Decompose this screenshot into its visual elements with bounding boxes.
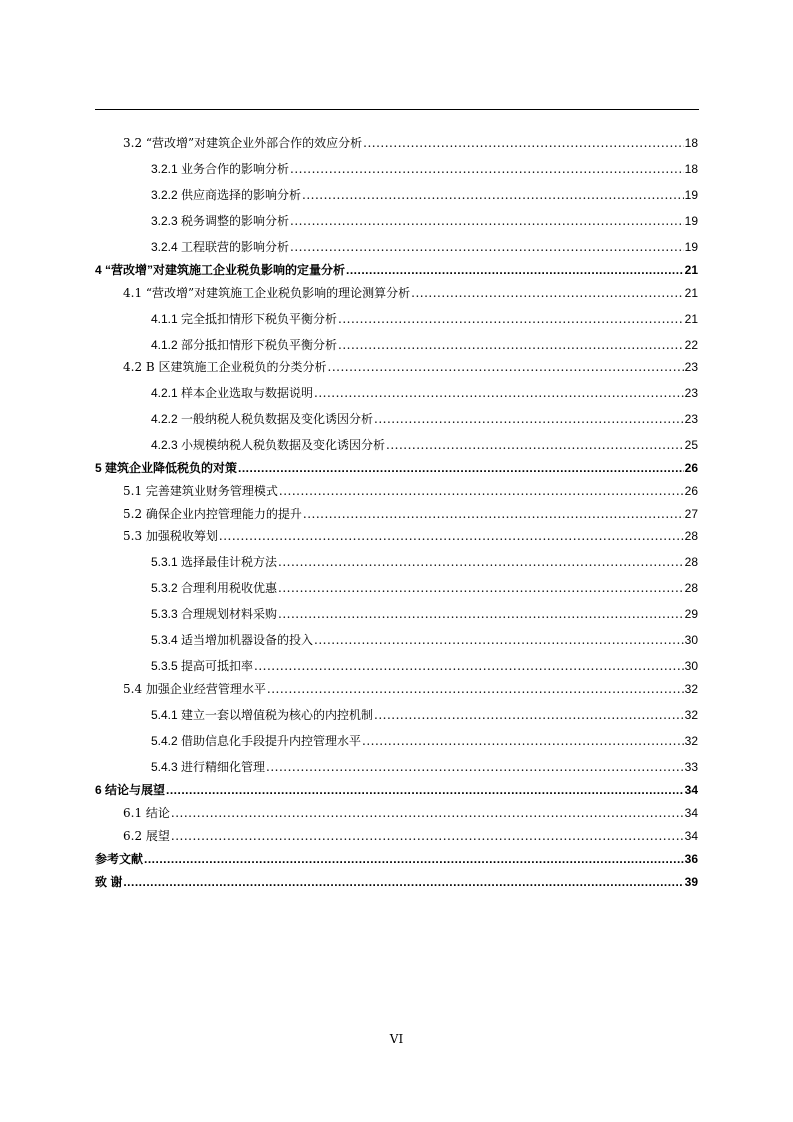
toc-entry[interactable] — [123, 285, 698, 301]
toc-entry[interactable] — [151, 385, 698, 401]
toc-entry-title: 5.1 完善建筑业财务管理模式 — [123, 484, 278, 498]
toc-leader-dots — [314, 385, 684, 401]
toc-leader-dots — [374, 707, 684, 723]
toc-leader-dots — [290, 239, 684, 255]
toc-entry-page: 28 — [684, 555, 698, 569]
toc-entry-title: 5.3 加强税收筹划 — [123, 529, 218, 543]
toc-entry-page: 36 — [684, 852, 698, 866]
toc-entry[interactable] — [123, 805, 698, 821]
toc-entry-title: 5.3.3 合理规划材料采购 — [151, 607, 278, 621]
toc-leader-dots — [386, 437, 684, 453]
toc-entry-title: 5.3.5 提高可抵扣率 — [151, 659, 254, 673]
toc-entry-page: 23 — [684, 360, 698, 374]
toc-leader-dots — [303, 506, 684, 522]
toc-entry-page: 34 — [684, 783, 698, 797]
toc-entry-page: 19 — [684, 214, 698, 228]
header-rule — [95, 109, 699, 110]
toc-leader-dots — [302, 187, 684, 203]
toc-entry-page: 27 — [684, 507, 698, 521]
toc-entry-page: 32 — [684, 708, 698, 722]
toc-leader-dots — [314, 632, 684, 648]
toc-leader-dots — [411, 285, 683, 301]
toc-entry-page: 18 — [684, 136, 698, 150]
toc-entry-title: 4.2.1 样本企业选取与数据说明 — [151, 386, 314, 400]
toc-entry[interactable] — [151, 337, 698, 353]
toc-entry[interactable] — [151, 632, 698, 648]
toc-leader-dots — [219, 528, 684, 544]
toc-entry[interactable] — [151, 658, 698, 674]
toc-entry-title: 3.2.4 工程联营的影响分析 — [151, 240, 290, 254]
toc-entry[interactable] — [151, 580, 698, 596]
toc-leader-dots — [278, 580, 684, 596]
toc-entry-page: 22 — [684, 338, 698, 352]
toc-entry-title: 4.1 “营改增”对建筑施工企业税负影响的理论测算分析 — [123, 286, 411, 300]
toc-leader-dots — [144, 851, 684, 867]
toc-entry-page: 34 — [684, 806, 698, 820]
toc-entry-page: 26 — [684, 461, 698, 475]
toc-entry-page: 30 — [684, 659, 698, 673]
toc-entry-page: 39 — [684, 875, 698, 889]
toc-entry-page: 19 — [684, 240, 698, 254]
toc-entry[interactable] — [151, 187, 698, 203]
toc-entry-page: 32 — [684, 734, 698, 748]
toc-entry-page: 18 — [684, 162, 698, 176]
toc-entry-page: 21 — [684, 286, 698, 300]
toc-entry-title: 4 “营改增”对建筑施工企业税负影响的定量分析 — [95, 263, 346, 277]
toc-leader-dots — [290, 213, 684, 229]
toc-entry[interactable] — [151, 239, 698, 255]
toc-leader-dots — [338, 337, 684, 353]
toc-leader-dots — [279, 483, 684, 499]
toc-entry[interactable] — [95, 460, 698, 476]
toc-entry[interactable] — [95, 874, 698, 890]
toc-entry-title: 6 结论与展望 — [95, 783, 166, 797]
toc-entry-page: 26 — [684, 484, 698, 498]
toc-entry[interactable] — [151, 554, 698, 570]
toc-leader-dots — [363, 135, 683, 151]
toc-leader-dots — [338, 311, 684, 327]
toc-entry[interactable] — [151, 707, 698, 723]
toc-entry[interactable] — [123, 359, 698, 375]
toc-leader-dots — [267, 681, 684, 697]
toc-entry-title: 5.4.3 进行精细化管理 — [151, 760, 266, 774]
toc-entry-page: 29 — [684, 607, 698, 621]
toc-entry[interactable] — [151, 733, 698, 749]
toc-leader-dots — [278, 606, 684, 622]
toc-entry-title: 6.1 结论 — [123, 806, 170, 820]
toc-entry[interactable] — [151, 161, 698, 177]
toc-leader-dots — [238, 460, 684, 476]
toc-entry-title: 6.2 展望 — [123, 829, 170, 843]
toc-entry-page: 23 — [684, 412, 698, 426]
toc-leader-dots — [266, 759, 684, 775]
toc-entry-title: 5.4.1 建立一套以增值税为核心的内控机制 — [151, 708, 374, 722]
toc-entry-title: 4.2 B 区建筑施工企业税负的分类分析 — [123, 360, 327, 374]
toc-entry-page: 28 — [684, 529, 698, 543]
page-number: VI — [389, 1032, 404, 1046]
toc-leader-dots — [171, 828, 684, 844]
toc-entry[interactable] — [151, 411, 698, 427]
toc-entry-title: 4.2.3 小规模纳税人税负数据及变化诱因分析 — [151, 438, 386, 452]
toc-entry-title: 5.3.2 合理利用税收优惠 — [151, 581, 278, 595]
toc-entry-page: 30 — [684, 633, 698, 647]
toc-entry-title: 5.4 加强企业经营管理水平 — [123, 682, 266, 696]
toc-entry-title: 4.2.2 一般纳税人税负数据及变化诱因分析 — [151, 412, 374, 426]
toc-entry-page: 23 — [684, 386, 698, 400]
toc-entry-title: 5 建筑企业降低税负的对策 — [95, 461, 238, 475]
toc-entry-title: 3.2 “营改增”对建筑企业外部合作的效应分析 — [123, 136, 363, 150]
toc-entry[interactable] — [95, 851, 698, 867]
toc-entry-title: 3.2.2 供应商选择的影响分析 — [151, 188, 302, 202]
toc-entry[interactable] — [151, 759, 698, 775]
toc-entry-title: 4.1.2 部分抵扣情形下税负平衡分析 — [151, 338, 338, 352]
toc-leader-dots — [278, 554, 684, 570]
toc-entry-title: 参考文献 — [95, 852, 144, 866]
toc-entry-page: 25 — [684, 438, 698, 452]
toc-leader-dots — [290, 161, 684, 177]
toc-entry-page: 34 — [684, 829, 698, 843]
toc-entry[interactable] — [151, 213, 698, 229]
toc-leader-dots — [328, 359, 684, 375]
toc-entry-title: 5.2 确保企业内控管理能力的提升 — [123, 507, 302, 521]
toc-entry-title: 5.4.2 借助信息化手段提升内控管理水平 — [151, 734, 362, 748]
toc-entry-page: 32 — [684, 682, 698, 696]
toc-entry-title: 5.3.4 适当增加机器设备的投入 — [151, 633, 314, 647]
toc-entry[interactable] — [123, 528, 698, 544]
toc-entry[interactable] — [151, 606, 698, 622]
toc-entry[interactable] — [151, 311, 698, 327]
toc-entry-title: 4.1.1 完全抵扣情形下税负平衡分析 — [151, 312, 338, 326]
toc-entry[interactable] — [123, 135, 698, 151]
toc-entry-page: 19 — [684, 188, 698, 202]
toc-entry[interactable] — [123, 828, 698, 844]
toc-leader-dots — [166, 782, 684, 798]
toc-entry-title: 3.2.1 业务合作的影响分析 — [151, 162, 290, 176]
toc-leader-dots — [374, 411, 684, 427]
toc-entry[interactable] — [151, 437, 698, 453]
toc-entry[interactable] — [95, 782, 698, 798]
toc-entry-page: 21 — [684, 263, 698, 277]
toc-leader-dots — [362, 733, 684, 749]
toc-entry[interactable] — [123, 681, 698, 697]
toc-entry[interactable] — [95, 262, 698, 278]
toc-leader-dots — [346, 262, 684, 278]
toc-leader-dots — [254, 658, 684, 674]
toc-entry[interactable] — [123, 483, 698, 499]
toc-entry-title: 致 谢 — [95, 875, 123, 889]
toc-entry-title: 5.3.1 选择最佳计税方法 — [151, 555, 278, 569]
toc-leader-dots — [123, 874, 683, 890]
toc-leader-dots — [171, 805, 684, 821]
toc-entry-title: 3.2.3 税务调整的影响分析 — [151, 214, 290, 228]
toc-entry-page: 21 — [684, 312, 698, 326]
toc-entry[interactable] — [123, 506, 698, 522]
toc-entry-page: 28 — [684, 581, 698, 595]
toc-entry-page: 33 — [684, 760, 698, 774]
